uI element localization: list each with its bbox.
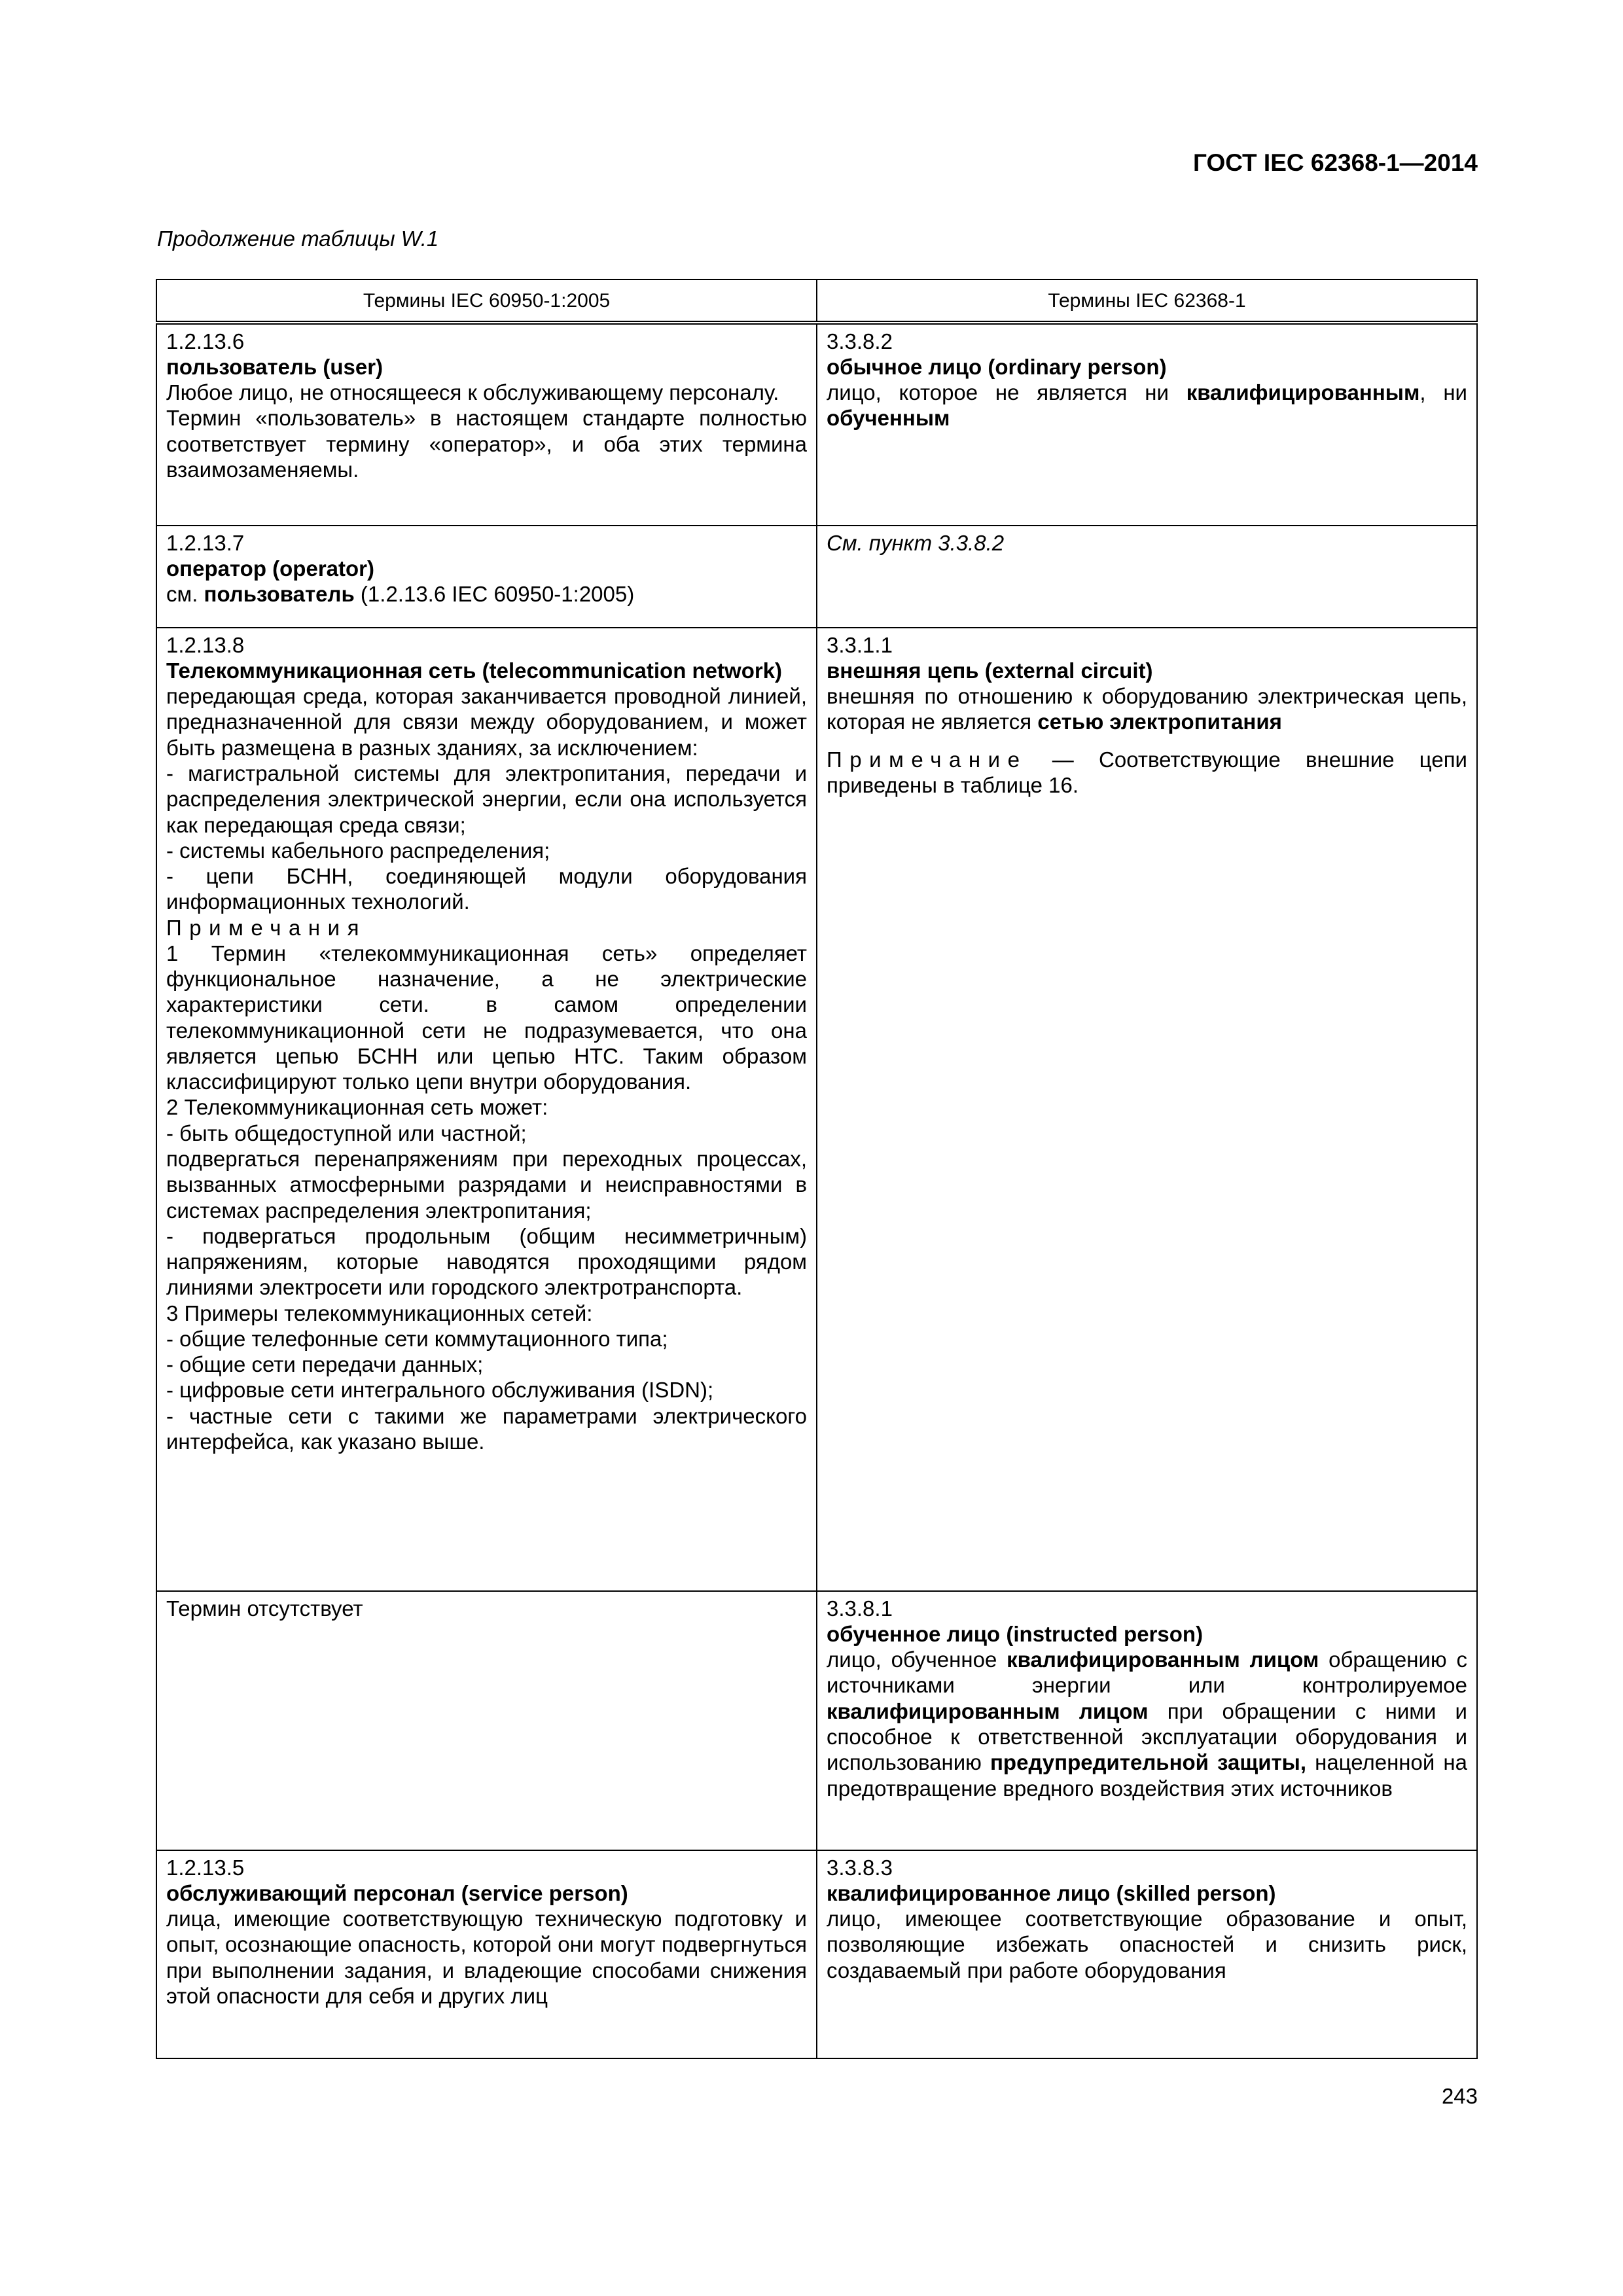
note-line: 3 Примеры телекоммуникационных сетей: [166, 1300, 593, 1325]
term-definition: см. пользователь (1.2.13.6 IEC 60950-1:2005) [166, 582, 635, 607]
term-definition: внешняя по отношению к оборудованию электрическая цепь, которая не является сетью электропитания [827, 684, 1467, 734]
clause-number: 1.2.13.6 [166, 329, 245, 353]
note-line: 1 Термин «телекоммуникационная сеть» определяет функциональное назначение, а не электрические характеристики сети. в самом определении телекоммуникационной сети не подразумевается, что она является цепью БСНН или цепью НТС. Таким образом классифицируют только цепи внутри оборудования. [166, 941, 807, 1094]
note-line: - общие телефонные сети коммутационного типа; [166, 1326, 668, 1351]
clause-number: 1.2.13.5 [166, 1855, 245, 1880]
note-line: - быть общедоступной или частной; [166, 1121, 527, 1145]
term-note: Примечание — Соответствующие внешние цепи приведены в таблице 16. [827, 747, 1467, 798]
term-title: внешняя цепь (external circuit) [827, 658, 1153, 683]
cell-old-term [156, 526, 817, 628]
cell-new-term [817, 1850, 1477, 2058]
table-row [156, 1591, 1477, 1850]
cell-new-term [817, 526, 1477, 628]
clause-number: 1.2.13.7 [166, 530, 245, 555]
cell-new-term [817, 1591, 1477, 1850]
document-code: ГОСТ IEC 62368-1—2014 [1192, 149, 1478, 176]
term-definition: лица, имеющие соответствующую техническую подготовку и опыт, осознающие опасность, которой они могут подвергнуться при выполнении задания, и владеющие способами снижения этой опасности для себя и других лиц [166, 1907, 807, 2009]
table-header-row [156, 279, 1477, 323]
column-header-iec62368: Термины IEC 62368-1 [817, 279, 1477, 323]
note-line: - общие сети передачи данных; [166, 1352, 484, 1377]
term-title: квалифицированное лицо (skilled person) [827, 1880, 1276, 1905]
clause-number: 3.3.8.1 [827, 1596, 893, 1621]
cell-old-term [156, 1591, 817, 1850]
term-definition: Любое лицо, не относящееся к обслуживающему персоналу. [166, 380, 779, 405]
term-title: обслуживающий персонал (service person) [166, 1880, 628, 1905]
note-line: - цифровые сети интегрального обслуживания (ISDN); [166, 1378, 714, 1403]
note-line: подвергаться перенапряжениям при переходных процессах, вызванных атмосферными разрядами и неисправностями в системах распределения электропитания; [166, 1147, 807, 1223]
table-caption: Продолжение таблицы W.1 [157, 226, 439, 251]
table-row [156, 1850, 1477, 2058]
clause-number: 1.2.13.8 [166, 632, 245, 657]
note-line: - подвергаться продольным (общим несимметричным) напряжениям, которые наводятся проходящими рядом линиями электросети или городского электротранспорта. [166, 1223, 807, 1300]
definition-line: - системы кабельного распределения; [166, 838, 550, 863]
clause-number: 3.3.8.3 [827, 1855, 893, 1880]
clause-number: 3.3.1.1 [827, 632, 893, 657]
page-number: 243 [1441, 2084, 1478, 2108]
term-title: обычное лицо (ordinary person) [827, 354, 1167, 379]
term-title: оператор (operator) [166, 556, 374, 581]
note-line: - частные сети с такими же параметрами электрического интерфейса, как указано выше. [166, 1403, 807, 1454]
term-definition: лицо, имеющее соответствующие образование и опыт, позволяющие избежать опасностей и снизить риск, создаваемый при работе оборудования [827, 1907, 1467, 1982]
term-definition: лицо, которое не является ни квалифицированным, ни обученным [827, 380, 1467, 431]
definition-line: передающая среда, которая заканчивается проводной линией, предназначенной для связи между оборудованием, и может быть размещена в разных зданиях, за исключением: [166, 684, 807, 760]
cell-new-term [817, 628, 1477, 1591]
term-absent-text: Термин отсутствует [166, 1596, 363, 1621]
term-title: Телекоммуникационная сеть (telecommunication network) [166, 658, 783, 683]
notes-label: Примечания [166, 915, 367, 940]
clause-number: 3.3.8.2 [827, 329, 893, 353]
term-comment: Термин «пользователь» в настоящем стандарте полностью соответствует термину «оператор», и оба этих термина взаимозаменяемы. [166, 406, 807, 482]
terms-comparison-table [156, 279, 1478, 2059]
table-row [156, 628, 1477, 1591]
table-row [156, 526, 1477, 628]
cell-old-term [156, 628, 817, 1591]
term-title: пользователь (user) [166, 354, 383, 379]
column-header-iec60950: Термины IEC 60950-1:2005 [156, 279, 817, 323]
term-definition: лицо, обученное квалифицированным лицом обращению с источниками энергии или контролируемое квалифицированным лицом при обращении с ними и способное к ответственной эксплуатации оборудования и использованию предупредительной защиты, нацеленной на предотвращение вредного воздействия этих источников [827, 1647, 1467, 1801]
term-title: обученное лицо (instructed person) [827, 1621, 1204, 1646]
cell-old-term [156, 323, 817, 526]
cell-new-term [817, 323, 1477, 526]
cell-old-term [156, 1850, 817, 2058]
table-row [156, 323, 1477, 526]
note-line: 2 Телекоммуникационная сеть может: [166, 1095, 548, 1120]
definition-line: - цепи БСНН, соединяющей модули оборудования информационных технологий. [166, 864, 807, 914]
cross-reference: См. пункт 3.3.8.2 [827, 530, 1005, 555]
definition-line: - магистральной системы для электропитания, передачи и распределения электрической энергии, если она используется как передающая среда связи; [166, 761, 807, 837]
